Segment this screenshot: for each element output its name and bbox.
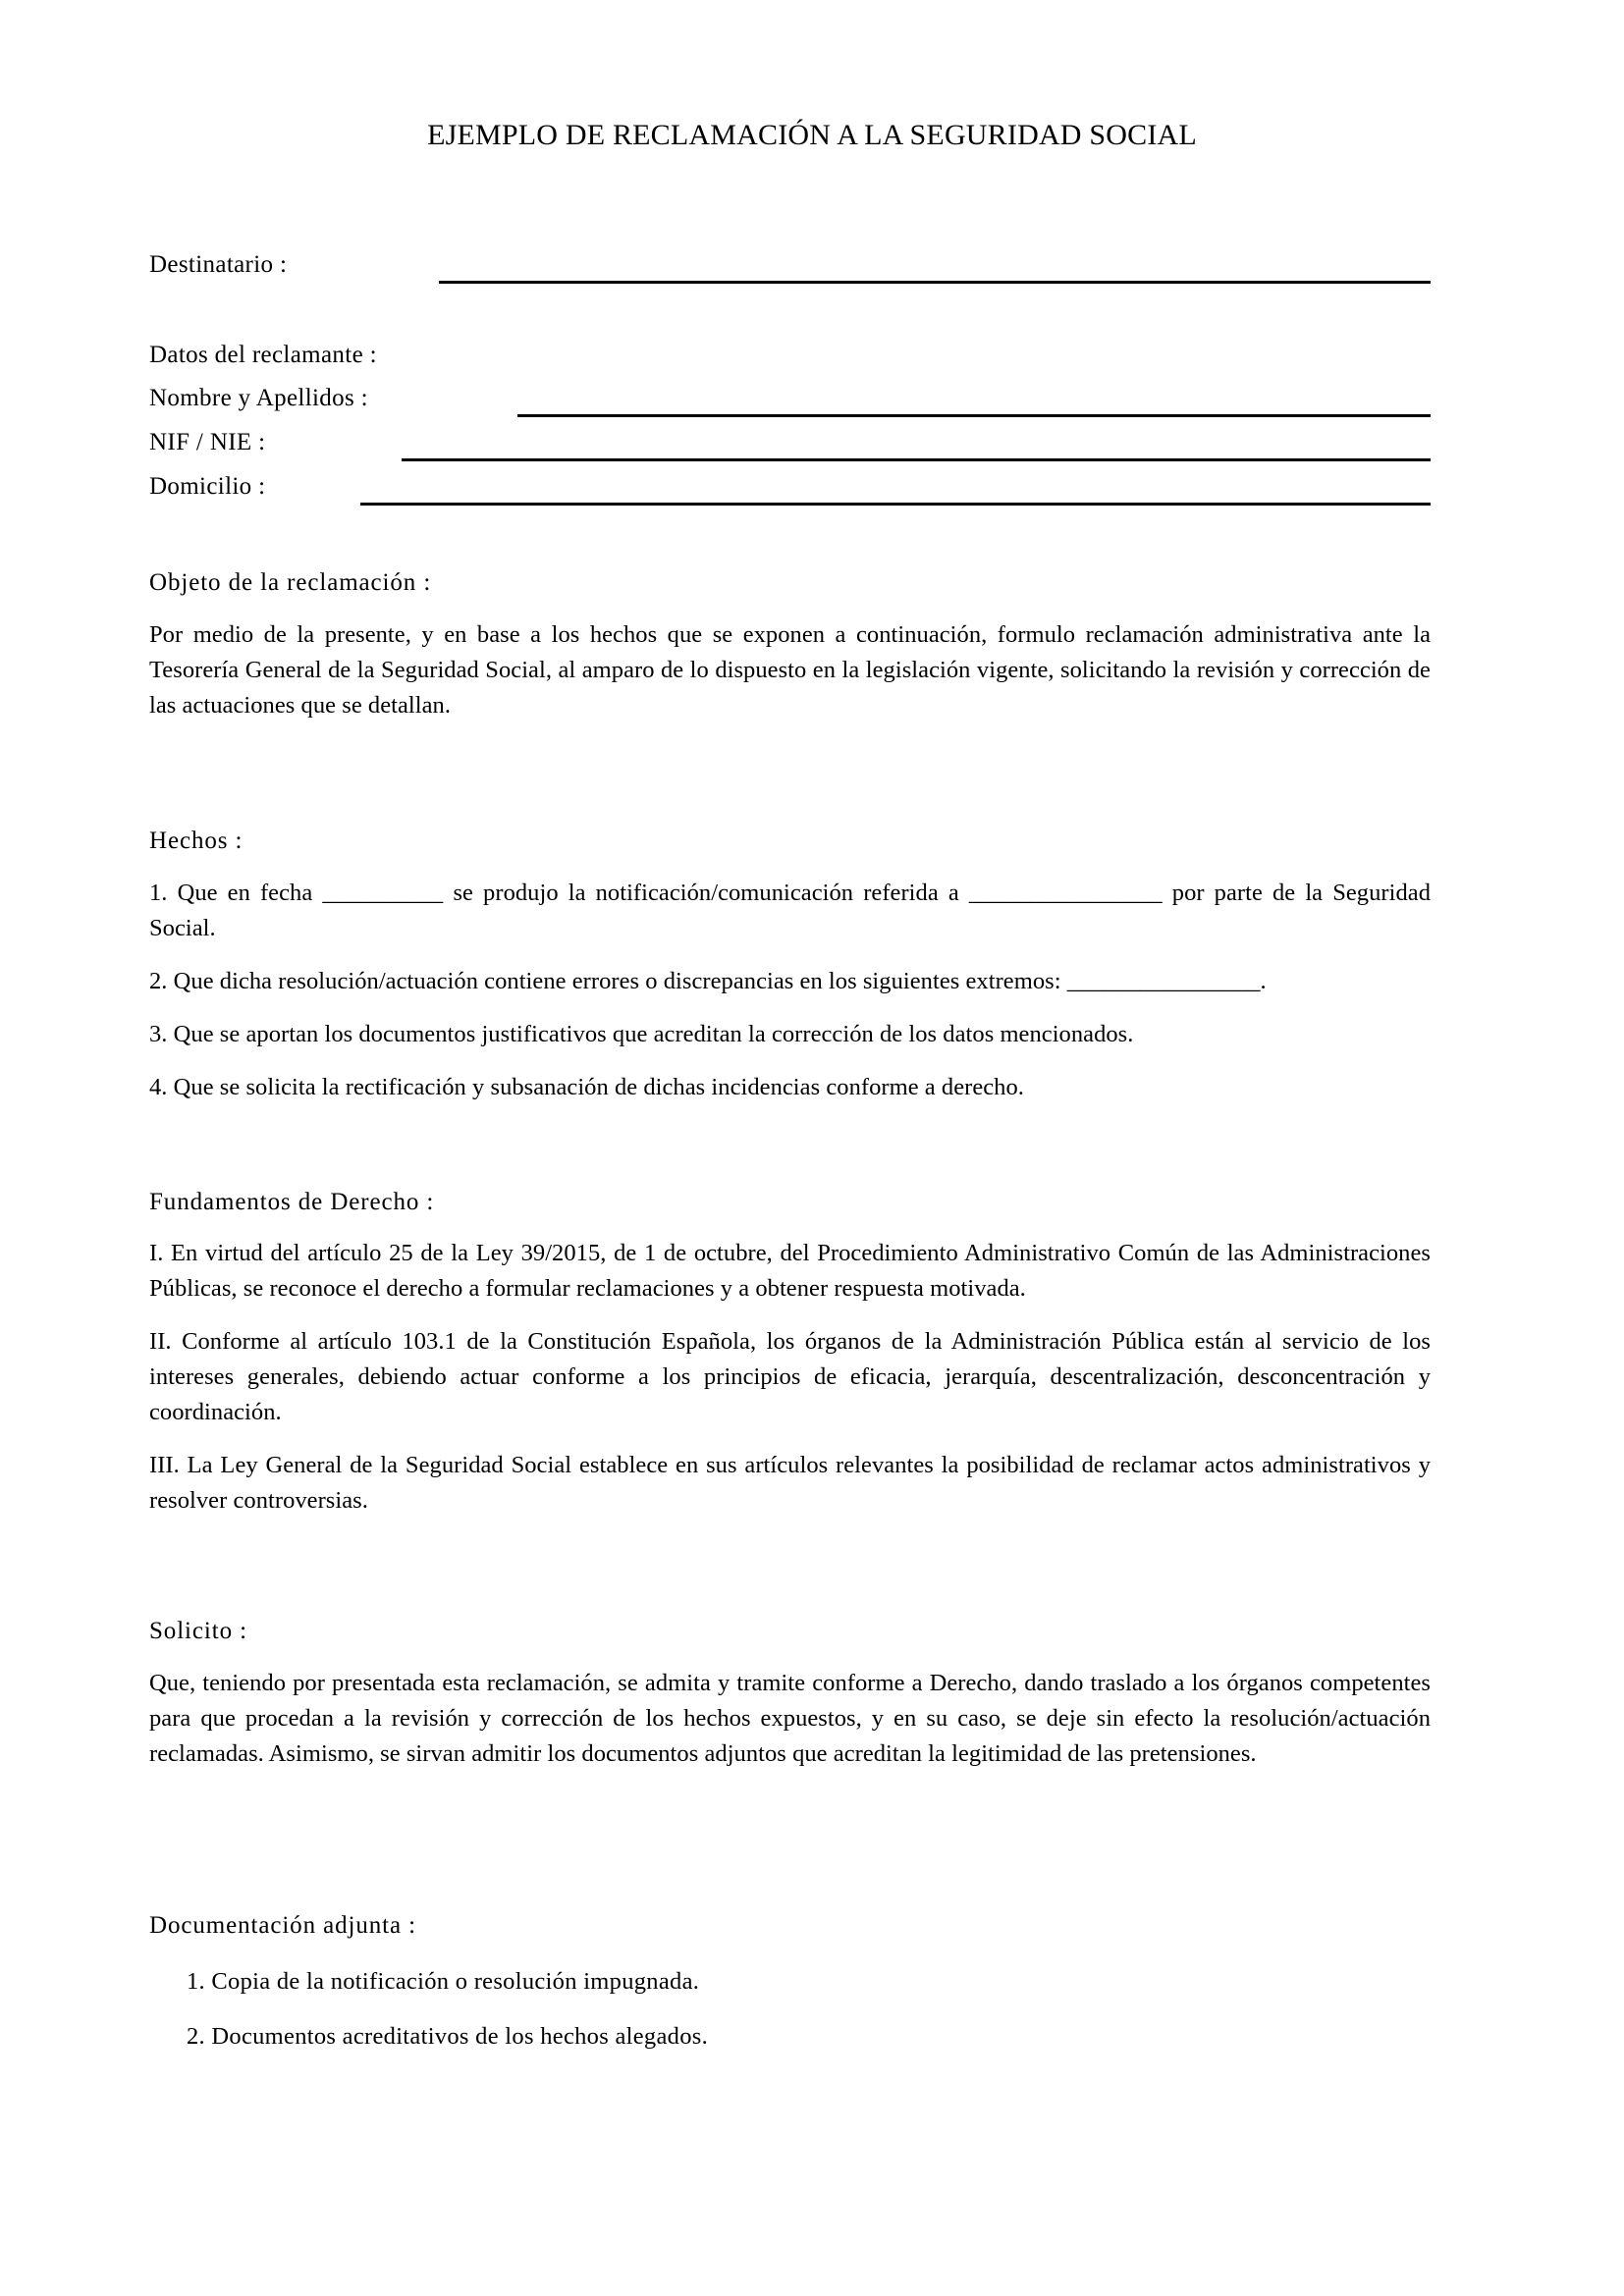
claimant-nif-fill-rule[interactable]	[402, 458, 1431, 461]
recipient-fill-rule[interactable]	[439, 281, 1431, 284]
attachments-section	[149, 1909, 1431, 2055]
legal-grounds-item-1: I. En virtud del artículo 25 de la Ley 39/2015, de 1 de octubre, del Procedimiento Administrativo Común de las Administraciones Públicas, se reconoce el derecho a formular reclamaciones y a obtener respuesta motivada.	[149, 1240, 1431, 1302]
facts-item-4: 4. Que se solicita la rectificación y subsanación de dichas incidencias conforme a derecho.	[149, 1074, 1024, 1100]
recipient-row	[149, 250, 1431, 296]
request-paragraph: Que, teniendo por presentada esta reclamación, se admita y tramite conforme a Derecho, dando traslado a los órganos competentes para que procedan a la revisión y corrección de los hechos expuestos, y en su caso, se deje sin efecto la resolución/actuación reclamadas. Asimismo, se sirvan admitir los documentos adjuntos que acreditan la legitimidad de las pretensiones.	[149, 1670, 1431, 1767]
page-title: EJEMPLO DE RECLAMACIÓN A LA SEGURIDAD SOCIAL	[427, 119, 1197, 151]
facts-item-1: 1. Que en fecha __________ se produjo la notificación/comunicación referida a ________________ por parte de la Seguridad Social.	[149, 880, 1431, 941]
facts-item-2: 2. Que dicha resolución/actuación contiene errores o discrepancias en los siguientes extremos: ________________.	[149, 968, 1267, 994]
claimant-address-label: Domicilio :	[149, 473, 266, 500]
attachment-item-1: 1. Copia de la notificación o resolución impugnada.	[187, 1968, 700, 1995]
subject-heading: Objeto de la reclamación :	[149, 569, 432, 596]
claimant-heading: Datos del reclamante :	[149, 342, 377, 368]
subject-paragraph: Por medio de la presente, y en base a los hechos que se exponen a continuación, formulo reclamación administrativa ante la Tesorería General de la Seguridad Social, al amparo de lo dispuesto en la legislación vigente, solicitando la revisión y corrección de las actuaciones que se detallan.	[149, 621, 1431, 719]
request-section	[149, 1615, 1431, 1772]
legal-grounds-item-2: II. Conforme al artículo 103.1 de la Constitución Española, los órganos de la Administración Pública están al servicio de los intereses generales, debiendo actuar conforme a los principios de eficacia, jerarquía, descentralización, desconcentración y coordinación.	[149, 1328, 1431, 1425]
claimant-name-label: Nombre y Apellidos :	[149, 385, 368, 411]
legal-grounds-item-3: III. La Ley General de la Seguridad Social establece en sus artículos relevantes la posibilidad de reclamar actos administrativos y resolver controversias.	[149, 1452, 1431, 1514]
attachment-item-2: 2. Documentos acreditativos de los hechos alegados.	[187, 2023, 709, 2050]
subject-section	[149, 566, 1431, 723]
recipient-label: Destinatario :	[149, 251, 288, 278]
claimant-address-row	[149, 472, 1431, 516]
claimant-heading-row	[149, 341, 1431, 384]
claimant-name-fill-rule[interactable]	[517, 414, 1431, 417]
request-heading: Solicito :	[149, 1618, 247, 1644]
attachments-heading: Documentación adjunta :	[149, 1912, 417, 1939]
facts-heading: Hechos :	[149, 828, 244, 854]
facts-item-3: 3. Que se aportan los documentos justificativos que acreditan la corrección de los datos mencionados.	[149, 1021, 1134, 1047]
claimant-name-row	[149, 384, 1431, 428]
claimant-address-fill-rule[interactable]	[360, 503, 1431, 506]
claimant-nif-label: NIF / NIE :	[149, 429, 266, 455]
legal-grounds-section	[149, 1186, 1431, 1519]
facts-section	[149, 825, 1431, 1105]
recipient-section	[149, 250, 1431, 296]
claimant-nif-row	[149, 428, 1431, 472]
legal-grounds-heading: Fundamentos de Derecho :	[149, 1189, 435, 1215]
claimant-section	[149, 341, 1431, 516]
